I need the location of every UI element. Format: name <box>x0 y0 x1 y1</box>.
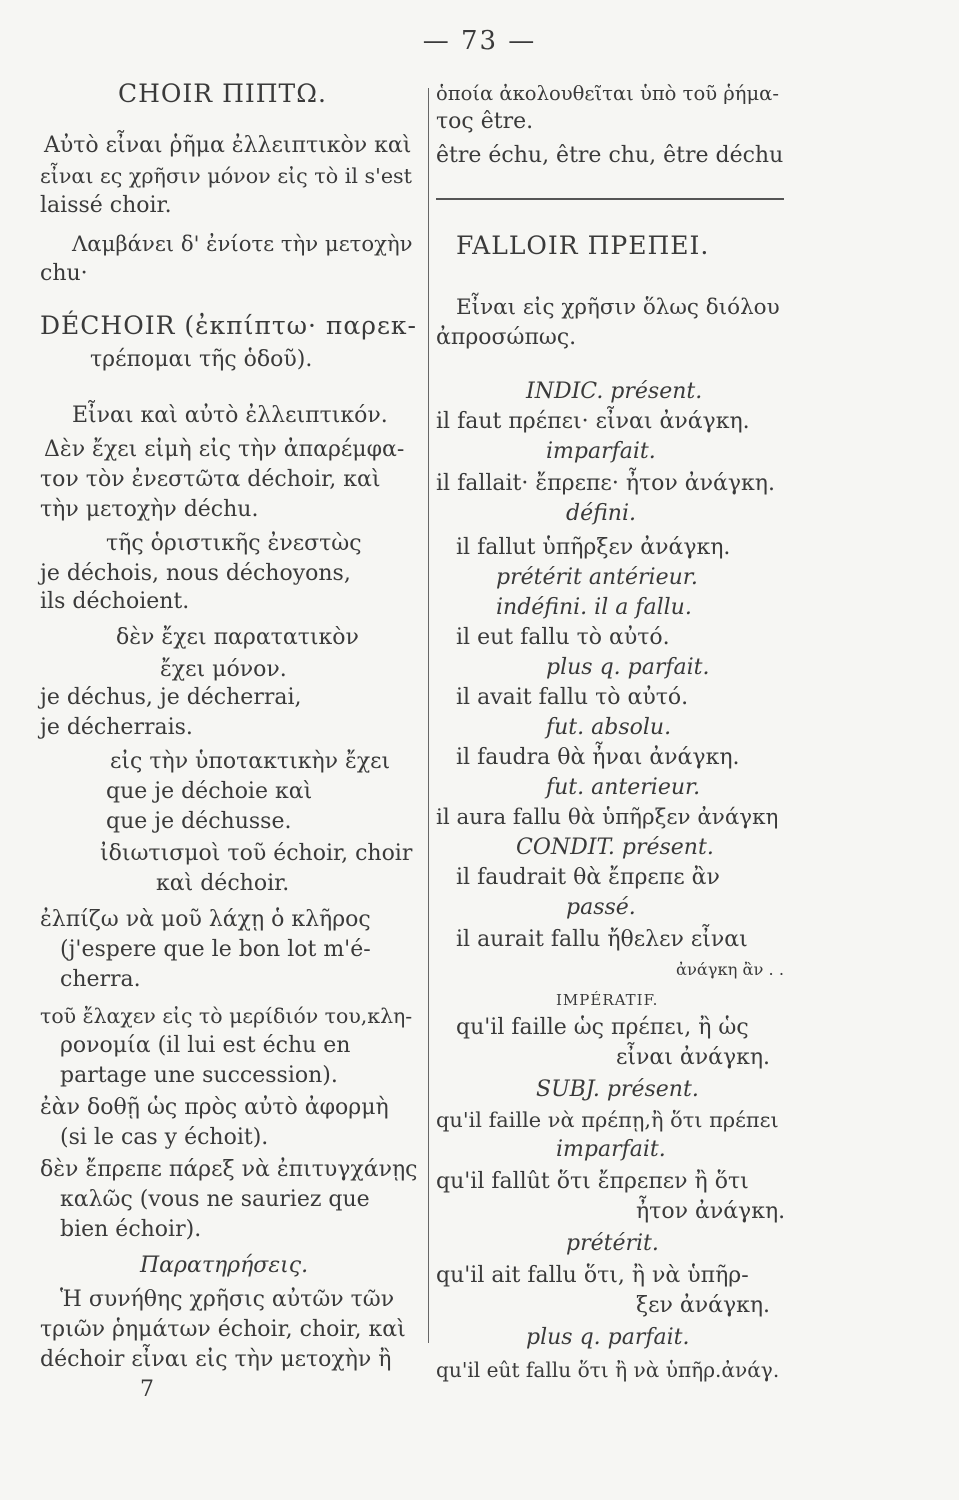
text-line: il faudrait θὰ ἔπρεπε ἂν <box>456 865 720 890</box>
tense-label: INDIC. présent. <box>526 379 703 404</box>
tense-label: imparfait. <box>546 439 656 464</box>
text-line: Λαμβάνει δ' ἐνίοτε τὴν μετοχὴν <box>72 231 413 256</box>
text-line: ἀπροσώπως. <box>436 325 577 350</box>
text-line: il faudra θὰ ἦναι ἀνάγκη. <box>456 745 740 770</box>
page-number: — 73 — <box>422 26 537 56</box>
text-line: καὶ déchoir. <box>156 871 290 896</box>
tense-label: SUBJ. présent. <box>536 1077 699 1102</box>
tense-label: plus q. parfait. <box>526 1325 690 1350</box>
text-line: que je déchoie καὶ <box>106 779 313 804</box>
text-line: (j'espere que le bon lot m'é- <box>60 937 371 962</box>
text-line: ἀνάγκη ἂν . . <box>676 960 785 979</box>
text-line: qu'il faille ὡς πρέπει, ἢ ὡς <box>456 1015 749 1040</box>
text-line: que je déchusse. <box>106 809 292 834</box>
text-line: καλῶς (vous ne sauriez que <box>60 1187 370 1212</box>
text-line: il eut fallu τὸ αὐτό. <box>456 625 670 650</box>
text-line: il fallut ὑπῆρξεν ἀνάγκη. <box>456 535 731 560</box>
tense-label: indéfini. il a fallu. <box>496 595 692 620</box>
text-line: Δὲν ἔχει εἰμὴ εἰς τὴν ἀπαρέμφα- <box>44 437 405 462</box>
text-line: il faut πρέπει· εἶναι ἀνάγκη. <box>436 409 750 434</box>
tense-label: passé. <box>566 895 636 920</box>
text-line: τὴν μετοχὴν déchu. <box>40 497 259 522</box>
text-line: τῆς ὁριστικῆς ἐνεστὼς <box>106 531 362 556</box>
heading-falloir: FALLOIR ΠΡΕΠΕΙ. <box>456 231 710 260</box>
text-line: déchoir εἶναι εἰς τὴν μετοχὴν ἢ <box>40 1347 392 1372</box>
tense-label: prétérit. <box>566 1231 659 1256</box>
text-line: τοῦ ἔλαχεν εἰς τὸ μερίδιόν του,κλη- <box>40 1004 413 1028</box>
text-line: ἐὰν δοθῇ ὡς πρὸς αὐτὸ ἀφορμὴ <box>40 1095 389 1120</box>
text-line: cherra. <box>60 967 141 992</box>
text-line: Εἶναι καὶ αὐτὸ ἐλλειπτικόν. <box>72 403 388 428</box>
column-divider <box>428 88 429 1343</box>
text-line: je déchois, nous déchoyons, <box>40 561 351 586</box>
text-line: ὁποία ἀκολουθεῖται ὑπὸ τοῦ ῥήμα- <box>436 82 779 105</box>
text-line: Αὐτὸ εἶναι ῥῆμα ἐλλειπτικὸν καὶ <box>44 133 412 158</box>
text-line: je déchus, je décherrai, <box>40 685 302 710</box>
text-line: qu'il faille νὰ πρέπῃ,ἢ ὅτι πρέπει <box>436 1108 779 1132</box>
text-line: εἶναι ἀνάγκη. <box>616 1045 771 1070</box>
text-line: je décherrais. <box>40 715 193 740</box>
text-line: τρέπομαι τῆς ὁδοῦ). <box>90 347 313 372</box>
text-line: il aura fallu θὰ ὑπῆρξεν ἀνάγκη <box>436 805 779 830</box>
text-line: il avait fallu τὸ αὐτό. <box>456 685 689 710</box>
text-line: Ἡ συνήθης χρῆσις αὐτῶν τῶν <box>60 1287 395 1312</box>
section-rule <box>436 198 784 200</box>
text-line: être échu, être chu, être déchu <box>436 143 784 168</box>
text-line: il fallait· ἔπρεπε· ἦτον ἀνάγκη. <box>436 471 775 496</box>
text-line: ἔχει μόνον. <box>160 657 287 682</box>
text-line: chu· <box>40 261 88 286</box>
tense-label: fut. anterieur. <box>546 775 701 800</box>
tense-label: plus q. parfait. <box>546 655 710 680</box>
text-line: bien échoir). <box>60 1217 202 1242</box>
text-line: ἰδιωτισμοὶ τοῦ échoir, choir <box>100 841 413 866</box>
tense-label: défini. <box>566 501 636 526</box>
text-line: Εἶναι εἰς χρῆσιν ὅλως διόλου <box>456 295 780 320</box>
text-line: ἦτον ἀνάγκη. <box>636 1199 786 1224</box>
heading-dechoir: DÉCHOIR (ἐκπίπτω· παρεκ- <box>40 311 417 340</box>
tense-label: imparfait. <box>556 1137 666 1162</box>
text-line: qu'il eût fallu ὅτι ἢ νὰ ὑπῆρ.ἀνάγ. <box>436 1358 780 1382</box>
text-line: ils déchoient. <box>40 589 190 614</box>
signature-mark: 7 <box>140 1377 154 1402</box>
text-line: τος être. <box>436 109 534 134</box>
text-line: partage une succession). <box>60 1063 338 1088</box>
text-line: qu'il fallût ὅτι ἔπρεπεν ἢ ὅτι <box>436 1169 749 1194</box>
text-line: ξεν ἀνάγκη. <box>636 1293 771 1318</box>
text-line: εἶναι ες χρῆσιν μόνον εἰς τὸ il s'est <box>40 164 412 188</box>
tense-label: CONDIT. présent. <box>516 835 714 860</box>
text-line: ρονομία (il lui est échu en <box>60 1033 351 1058</box>
tense-label: prétérit antérieur. <box>496 565 698 590</box>
text-line: ἐλπίζω νὰ μοῦ λάχῃ ὁ κλῆρος <box>40 907 371 932</box>
heading-choir: CHOIR ΠΙΠΤΩ. <box>118 79 327 108</box>
text-line: (si le cas y échoit). <box>60 1125 269 1150</box>
text-line: εἰς τὴν ὑποτακτικὴν ἔχει <box>110 749 391 774</box>
text-line: laissé choir. <box>40 193 172 218</box>
text-line: il aurait fallu ἤθελεν εἶναι <box>456 927 748 952</box>
mood-label: IMPÉRATIF. <box>556 991 659 1009</box>
tense-label: fut. absolu. <box>546 715 672 740</box>
text-line: δὲν ἔπρεπε πάρεξ νὰ ἐπιτυγχάνῃς <box>40 1157 418 1182</box>
text-line: τριῶν ῥημάτων échoir, choir, καὶ <box>40 1317 406 1342</box>
section-title: Παρατηρήσεις. <box>140 1253 309 1278</box>
text-line: τον τὸν ἐνεστῶτα déchoir, καὶ <box>40 467 381 492</box>
text-line: qu'il ait fallu ὅτι, ἢ νὰ ὑπῆρ- <box>436 1263 749 1288</box>
text-line: δὲν ἔχει παρατατικὸν <box>116 625 359 650</box>
